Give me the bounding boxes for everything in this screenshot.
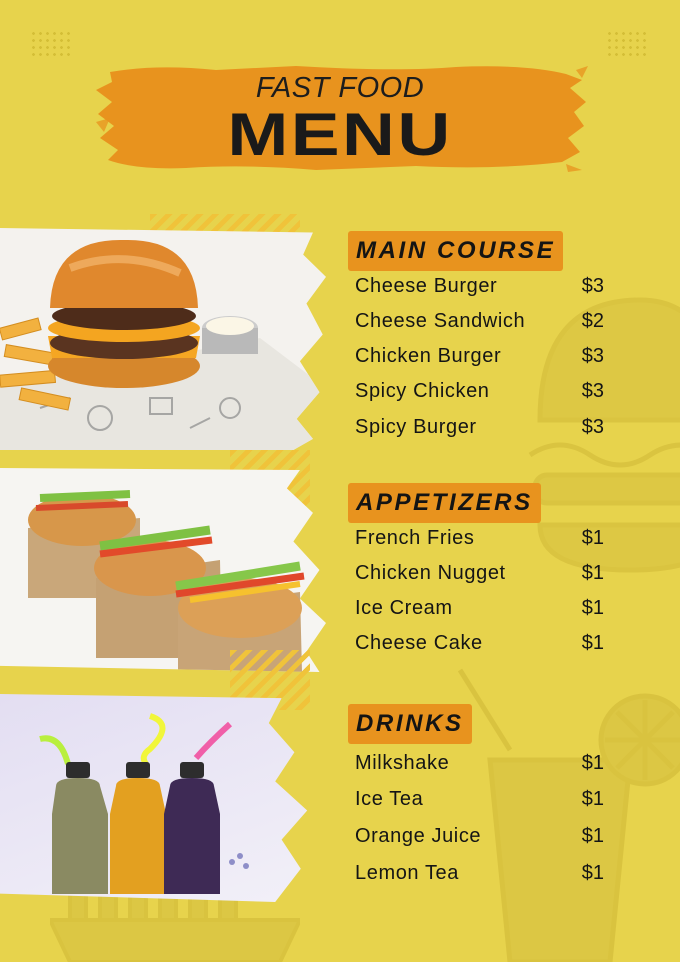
dot-pattern-left — [30, 30, 74, 60]
item-name: Cheese Cake — [355, 632, 483, 654]
item-name: Ice Tea — [355, 788, 424, 810]
menu-item — [348, 416, 604, 446]
item-name: Spicy Burger — [355, 416, 477, 438]
menu-item — [348, 275, 604, 305]
item-name: Spicy Chicken — [355, 380, 490, 402]
menu-item — [348, 562, 604, 592]
item-price: $3 — [581, 345, 604, 367]
section-drinks — [348, 704, 648, 904]
menu-item — [348, 632, 604, 662]
item-name: Chicken Burger — [355, 345, 502, 367]
section-main-course — [348, 231, 648, 451]
section-appetizers — [348, 483, 648, 673]
item-price: $1 — [581, 788, 604, 810]
item-price: $3 — [581, 416, 604, 438]
item-price: $1 — [581, 752, 604, 774]
header-subtitle: FAST FOOD — [255, 72, 425, 104]
menu-item — [348, 862, 604, 892]
item-name: Cheese Burger — [355, 275, 498, 297]
item-price: $1 — [581, 632, 604, 654]
item-price: $2 — [581, 310, 604, 332]
item-price: $3 — [581, 275, 604, 297]
item-price: $3 — [581, 380, 604, 402]
menu-item — [348, 527, 604, 557]
item-name: Lemon Tea — [355, 862, 459, 884]
menu-item — [348, 788, 604, 818]
burger-photo — [0, 228, 326, 450]
item-price: $1 — [581, 597, 604, 619]
section-title-main-course: MAIN COURSE — [348, 231, 563, 271]
menu-item — [348, 310, 604, 340]
item-name: Chicken Nugget — [355, 562, 506, 584]
section-title-drinks: DRINKS — [348, 704, 472, 744]
drinks-photo — [0, 694, 320, 902]
item-name: Cheese Sandwich — [355, 310, 526, 332]
dot-pattern-right — [606, 30, 650, 60]
item-price: $1 — [581, 825, 604, 847]
menu-item — [348, 597, 604, 627]
menu-item — [348, 345, 604, 375]
item-name: Milkshake — [355, 752, 450, 774]
menu-item — [348, 752, 604, 782]
menu-item — [348, 825, 604, 855]
item-name: Ice Cream — [355, 597, 453, 619]
item-price: $1 — [581, 562, 604, 584]
item-price: $1 — [581, 862, 604, 884]
menu-item — [348, 380, 604, 410]
item-name: French Fries — [355, 527, 475, 549]
item-price: $1 — [581, 527, 604, 549]
section-title-appetizers: APPETIZERS — [348, 483, 541, 523]
sandwiches-photo — [0, 468, 326, 672]
item-name: Orange Juice — [355, 825, 482, 847]
header-title: MENU — [227, 101, 453, 168]
